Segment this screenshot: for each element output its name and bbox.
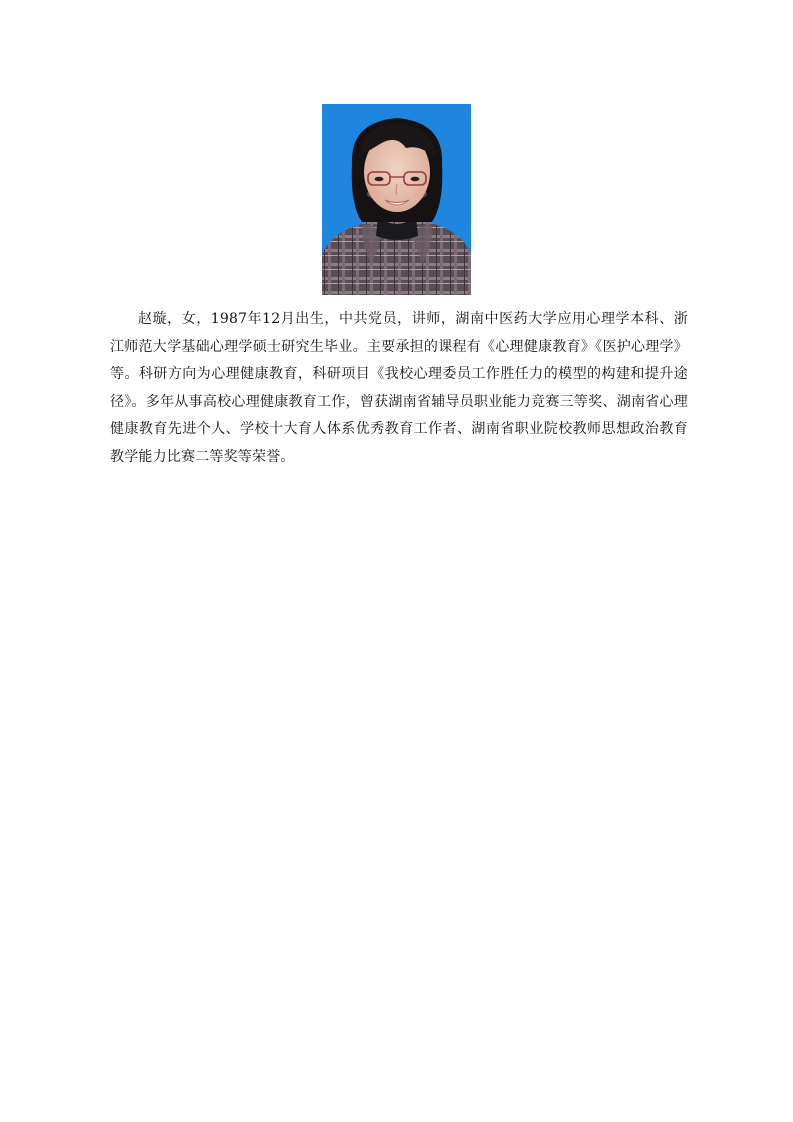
portrait-photo (322, 104, 471, 295)
bio-paragraph: 赵璇，女，1987年12月出生，中共党员，讲师，湖南中医药大学应用心理学本科、浙江师范大学基础心理学硕士研究生毕业。主要承担的课程有《心理健康教育》《医护心理学》等。科研方向为心理健康教育，科研项目《我校心理委员工作胜任力的模型的构建和提升途径》。多年从事高校心理健康教育工作，曾获湖南省辅导员职业能力竞赛三等奖、湖南省心理健康教育先进个人、学校十大育人体系优秀教育工作者、湖南省职业院校教师思想政治教育教学能力比赛二等奖等荣誉。 (110, 311, 688, 465)
portrait-image (322, 104, 471, 295)
